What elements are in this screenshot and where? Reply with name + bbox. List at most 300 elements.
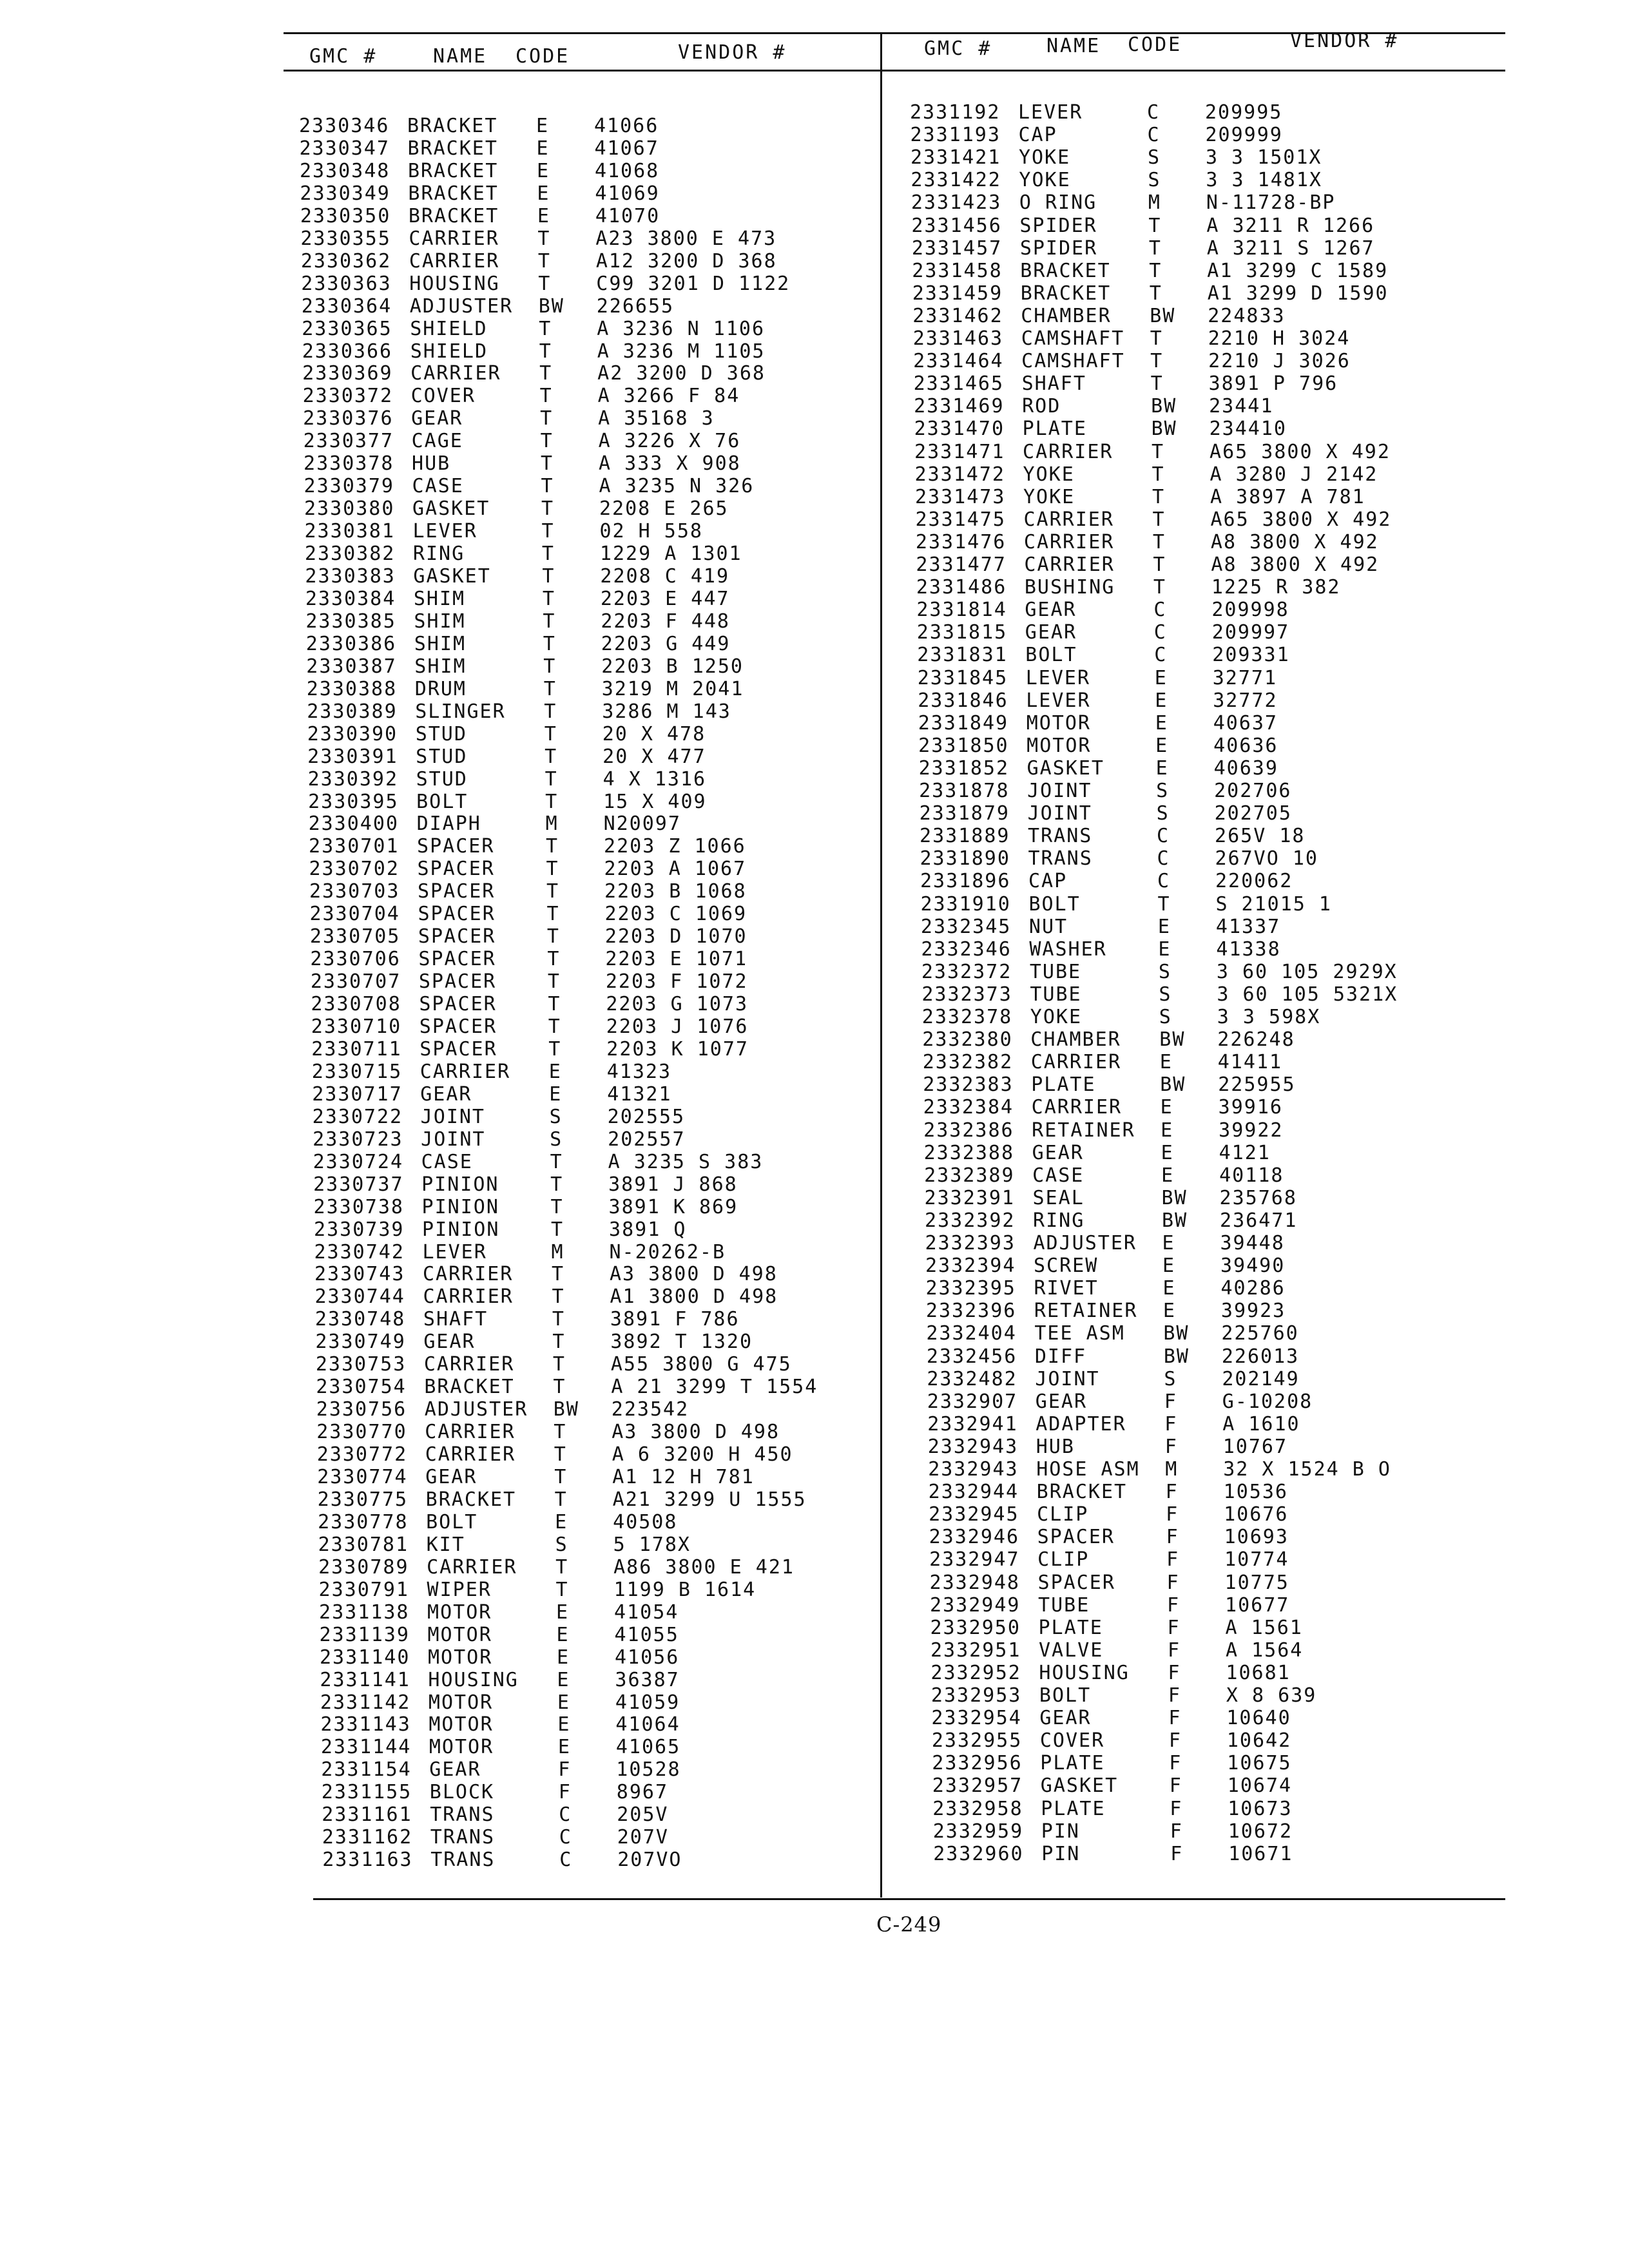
cell-name: NUT (1028, 915, 1068, 938)
cell-vendor: 2203 F 1072 (605, 970, 748, 994)
cell-gmc: 2330772 (316, 1443, 408, 1466)
cell-gmc: 2332392 (925, 1209, 1016, 1232)
cell-code: T (1153, 553, 1166, 576)
cell-vendor: A55 3800 G 475 (610, 1353, 792, 1376)
cell-name: CARRIER (423, 1353, 515, 1376)
cell-vendor: 3 3 1481X (1206, 169, 1322, 192)
cell-name: RING (1033, 1209, 1085, 1232)
cell-code: S (549, 1105, 563, 1128)
cell-vendor: A21 3299 U 1555 (612, 1488, 807, 1511)
cell-code: S (1164, 1367, 1177, 1390)
cell-gmc: 2331815 (916, 621, 1008, 644)
cell-vendor: 5 178X (613, 1533, 691, 1556)
cell-code: E (1158, 937, 1171, 961)
cell-name: GEAR (1025, 621, 1077, 644)
cell-gmc: 2332394 (925, 1254, 1016, 1278)
cell-name: CARRIER (427, 1555, 517, 1579)
cell-code: C (1147, 101, 1161, 124)
cell-gmc: 2330710 (311, 1015, 402, 1038)
cell-name: CARRIER (410, 362, 501, 385)
cell-name: MOTOR (428, 1691, 494, 1714)
cell-gmc: 2332955 (931, 1729, 1023, 1753)
cell-gmc: 2330376 (303, 407, 394, 430)
cell-gmc: 2332907 (927, 1390, 1018, 1413)
cell-name: DRUM (414, 677, 467, 700)
cell-code: E (1161, 1141, 1174, 1164)
cell-gmc: 2330389 (307, 700, 398, 723)
cell-code: T (550, 1150, 563, 1173)
cell-vendor: 10676 (1224, 1503, 1289, 1526)
cell-name: BRACKET (407, 115, 498, 137)
cell-code: S (555, 1533, 568, 1556)
cell-vendor: A65 3800 X 492 (1210, 508, 1392, 531)
cell-name: SPACER (418, 903, 496, 926)
cell-code: E (1162, 1232, 1175, 1254)
cell-gmc: 2330366 (302, 340, 393, 363)
cell-vendor: 10674 (1227, 1774, 1293, 1798)
cell-gmc: 2331831 (917, 644, 1008, 667)
cell-code: E (1161, 1164, 1175, 1187)
cell-code: F (1166, 1571, 1180, 1594)
cell-gmc: 2332945 (929, 1503, 1019, 1526)
cell-name: LEVER (412, 520, 477, 543)
cell-gmc: 2330706 (310, 948, 401, 971)
cell-code: T (543, 677, 557, 700)
cell-name: TUBE (1038, 1593, 1090, 1617)
cell-name: CARRIER (1023, 530, 1115, 553)
cell-name: PLATE (1031, 1073, 1096, 1097)
cell-vendor: 2203 K 1077 (606, 1037, 749, 1061)
cell-gmc: 2331465 (913, 372, 1005, 396)
cell-code: C (1157, 847, 1170, 870)
cell-gmc: 2330377 (303, 430, 394, 453)
cell-name: WASHER (1029, 937, 1107, 961)
cell-name: VALVE (1038, 1639, 1104, 1662)
cell-vendor: A3 3800 D 498 (612, 1421, 780, 1444)
cell-code: E (549, 1082, 563, 1106)
cell-vendor: A 3266 F 84 (597, 385, 740, 408)
cell-code: E (556, 1623, 570, 1646)
cell-vendor: 209331 (1212, 644, 1290, 667)
cell-gmc: 2330355 (300, 227, 391, 250)
cell-vendor: 2203 D 1070 (604, 925, 747, 948)
cell-code: T (1148, 236, 1162, 260)
cell-vendor: A3 3800 D 498 (609, 1263, 778, 1286)
cell-vendor: 202705 (1214, 802, 1292, 825)
cell-code: T (548, 1037, 562, 1061)
cell-vendor: 202706 (1214, 780, 1292, 802)
cell-name: SPACER (418, 970, 497, 994)
cell-gmc: 2330756 (316, 1398, 407, 1421)
cell-vendor: A 3897 A 781 (1210, 485, 1365, 508)
cell-code: T (547, 970, 561, 994)
cell-name: BRACKET (408, 204, 499, 227)
header-vendor-left: VENDOR # (678, 41, 787, 64)
cell-code: C (1153, 599, 1167, 622)
cell-gmc: 2331154 (321, 1758, 412, 1782)
cell-code: T (554, 1421, 567, 1444)
cell-name: YOKE (1023, 463, 1075, 486)
cell-gmc: 2331457 (911, 236, 1003, 260)
cell-name: GASKET (1040, 1774, 1119, 1798)
cell-vendor: A 3211 R 1266 (1206, 214, 1375, 237)
header-vendor-right: VENDOR # (1290, 30, 1399, 52)
cell-code: BW (1162, 1209, 1188, 1232)
cell-gmc: 2332958 (932, 1797, 1023, 1820)
cell-vendor: 226248 (1217, 1028, 1295, 1052)
cell-vendor: A12 3200 D 368 (595, 249, 777, 273)
cell-vendor: 10536 (1223, 1481, 1288, 1504)
cell-gmc: 2330372 (302, 385, 394, 408)
cell-gmc: 2330365 (302, 317, 392, 340)
cell-name: CARRIER (409, 227, 499, 250)
cell-vendor: 226013 (1221, 1345, 1300, 1368)
cell-code: T (543, 632, 556, 655)
cell-code: T (538, 272, 552, 295)
cell-name: SHIELD (410, 340, 488, 363)
cell-name: HUB (412, 452, 451, 476)
cell-gmc: 2330723 (313, 1128, 403, 1151)
cell-gmc: 2331879 (919, 802, 1010, 825)
cell-gmc: 2332380 (922, 1028, 1013, 1052)
cell-name: MOTOR (429, 1736, 494, 1759)
cell-gmc: 2330774 (317, 1466, 408, 1488)
cell-code: C (559, 1849, 573, 1872)
cell-vendor: 2208 E 265 (599, 497, 729, 521)
cell-gmc: 2331463 (912, 327, 1004, 350)
cell-code: T (550, 1173, 564, 1196)
cell-gmc: 2330707 (310, 970, 401, 994)
cell-code: E (1160, 1096, 1173, 1119)
cell-name: BRACKET (424, 1376, 515, 1399)
cell-vendor: 32 X 1524 B O (1223, 1458, 1391, 1481)
cell-vendor: 202555 (607, 1105, 686, 1128)
cell-vendor: A 333 X 908 (599, 452, 741, 476)
cell-code: E (1155, 734, 1169, 757)
cell-code: T (551, 1218, 564, 1241)
cell-name: CASE (412, 475, 464, 498)
cell-vendor: 3 3 1501X (1205, 146, 1322, 169)
cell-vendor: 10642 (1226, 1729, 1292, 1753)
cell-name: DIFF (1034, 1345, 1087, 1368)
cell-code: T (539, 362, 553, 385)
cell-code: T (537, 227, 551, 250)
cell-code: T (552, 1331, 566, 1354)
cell-vendor: 10675 (1227, 1752, 1292, 1775)
cell-code: BW (1163, 1322, 1190, 1345)
cell-code: F (1167, 1639, 1181, 1662)
cell-name: GASKET (1027, 756, 1104, 780)
cell-name: SPACER (417, 858, 495, 881)
cell-code: C (1157, 825, 1170, 848)
cell-code: E (1157, 915, 1171, 938)
cell-code: T (548, 993, 561, 1016)
cell-code: E (1162, 1277, 1176, 1300)
cell-vendor: N-20262-B (609, 1240, 726, 1264)
cell-gmc: 2332946 (929, 1526, 1020, 1549)
cell-name: PIN (1041, 1842, 1081, 1865)
cell-vendor: 20 X 477 (602, 745, 706, 768)
cell-name: BRACKET (407, 137, 498, 160)
cell-gmc: 2332386 (923, 1119, 1014, 1142)
cell-code: F (1168, 1684, 1181, 1707)
cell-gmc: 2332947 (929, 1548, 1020, 1571)
cell-vendor: 236471 (1220, 1209, 1298, 1232)
cell-gmc: 2330742 (314, 1240, 405, 1264)
cell-code: T (551, 1263, 565, 1286)
cell-code: E (556, 1646, 570, 1669)
cell-vendor: 202557 (608, 1128, 686, 1151)
cell-name: JOINT (420, 1105, 485, 1128)
cell-code: T (542, 565, 555, 588)
cell-name: GEAR (420, 1082, 472, 1106)
cell-vendor: A1 3299 D 1590 (1207, 282, 1389, 305)
cell-gmc: 2331192 (910, 101, 1001, 124)
cell-gmc: 2331472 (914, 463, 1005, 486)
cell-gmc: 2332943 (927, 1435, 1019, 1458)
cell-vendor: A 3235 N 326 (599, 475, 755, 498)
cell-vendor: 8967 (616, 1781, 669, 1804)
cell-code: C (1153, 621, 1167, 644)
cell-gmc: 2332383 (923, 1073, 1014, 1097)
cell-gmc: 2330753 (315, 1353, 407, 1376)
cell-gmc: 2332389 (924, 1164, 1015, 1187)
cell-vendor: 10640 (1226, 1707, 1291, 1730)
cell-vendor: A 1564 (1225, 1639, 1304, 1662)
cell-gmc: 2331462 (912, 304, 1003, 327)
cell-code: E (537, 182, 550, 205)
cell-vendor: 41069 (595, 182, 660, 205)
cell-gmc: 2331846 (918, 689, 1008, 712)
cell-code: T (543, 610, 556, 633)
cell-vendor: A 6 3200 H 450 (612, 1443, 793, 1466)
cell-name: PINION (421, 1173, 499, 1196)
cell-vendor: 2208 C 419 (600, 565, 730, 588)
cell-vendor: 41070 (595, 204, 660, 227)
cell-vendor: 202149 (1222, 1367, 1300, 1390)
cell-name: HOUSING (1039, 1661, 1130, 1684)
cell-gmc: 2330382 (304, 543, 396, 566)
cell-gmc: 2331486 (916, 576, 1007, 599)
cell-code: T (1152, 440, 1165, 463)
cell-gmc: 2331138 (319, 1600, 410, 1624)
cell-name: GEAR (1035, 1390, 1088, 1413)
cell-gmc: 2330737 (313, 1173, 404, 1196)
cell-vendor: 1229 A 1301 (599, 543, 742, 566)
cell-name: SPIDER (1019, 236, 1098, 260)
cell-code: F (1169, 1752, 1182, 1775)
cell-code: T (539, 317, 552, 340)
cell-name: GEAR (1025, 599, 1077, 622)
cell-code: BW (553, 1398, 579, 1421)
cell-name: CLIP (1037, 1503, 1089, 1526)
cell-vendor: 2203 G 1073 (606, 993, 749, 1016)
cell-name: GEAR (423, 1331, 476, 1354)
cell-vendor: 226655 (596, 294, 675, 318)
cell-name: SHAFT (423, 1308, 488, 1331)
cell-code: T (540, 407, 554, 430)
cell-code: BW (1159, 1028, 1186, 1052)
cell-vendor: 10528 (616, 1758, 681, 1782)
cell-gmc: 2330738 (313, 1195, 404, 1218)
cell-gmc: 2331845 (917, 666, 1008, 689)
cell-vendor: X 8 639 (1226, 1684, 1317, 1707)
cell-code: BW (1161, 1186, 1188, 1209)
cell-gmc: 2330380 (304, 497, 395, 521)
cell-code: E (556, 1600, 570, 1624)
cell-vendor: A1 3299 C 1589 (1207, 259, 1389, 282)
cell-code: T (553, 1376, 566, 1399)
cell-name: PIN (1041, 1820, 1080, 1843)
cell-code: T (537, 249, 551, 273)
cell-code: T (555, 1578, 569, 1601)
cell-vendor: 3 60 105 5321X (1217, 983, 1398, 1006)
cell-name: YOKE (1023, 485, 1075, 508)
cell-gmc: 2332960 (933, 1842, 1024, 1865)
cell-name: CARRIER (1030, 1051, 1122, 1074)
cell-gmc: 2332943 (928, 1458, 1019, 1481)
cell-code: T (552, 1308, 565, 1331)
cell-gmc: 2331476 (915, 530, 1007, 553)
cell-vendor: 40118 (1219, 1164, 1284, 1187)
cell-name: CASE (421, 1150, 473, 1173)
cell-vendor: 41059 (615, 1691, 680, 1714)
cell-name: SHIELD (410, 317, 488, 340)
cell-vendor: 15 X 409 (603, 790, 707, 813)
cell-gmc: 2331456 (911, 214, 1002, 237)
cell-gmc: 2330381 (304, 520, 395, 543)
cell-code: T (554, 1466, 568, 1488)
cell-name: BRACKET (425, 1488, 517, 1511)
cell-vendor: 3891 F 786 (610, 1308, 740, 1331)
cell-name: CAGE (411, 430, 463, 453)
cell-name: BOLT (1025, 644, 1077, 667)
cell-gmc: 2332953 (930, 1684, 1022, 1707)
cell-vendor: 3891 J 868 (608, 1173, 738, 1196)
cell-name: GASKET (413, 565, 491, 588)
cell-code: T (1153, 576, 1166, 599)
cell-gmc: 2332959 (932, 1820, 1024, 1843)
cell-vendor: 39916 (1218, 1096, 1283, 1119)
cell-vendor: A 1610 (1222, 1412, 1300, 1436)
header-name-left: NAME (433, 45, 488, 68)
cell-gmc: 2330703 (309, 880, 400, 903)
cell-code: E (1159, 1051, 1173, 1074)
cell-code: E (557, 1736, 571, 1759)
cell-gmc: 2331896 (920, 870, 1011, 893)
cell-name: CAP (1018, 124, 1057, 147)
cell-vendor: 40637 (1213, 711, 1278, 735)
cell-name: CARRIER (1024, 553, 1115, 576)
cell-gmc: 2330400 (308, 812, 399, 836)
cell-gmc: 2330754 (316, 1376, 407, 1399)
cell-name: SPACER (418, 948, 496, 971)
cell-vendor: 207VO (617, 1849, 682, 1872)
cell-name: BOLT (416, 790, 468, 813)
cell-name: CHAMBER (1030, 1028, 1121, 1052)
cell-name: SPACER (418, 925, 496, 948)
cell-code: E (1162, 1300, 1176, 1323)
cell-code: T (542, 587, 555, 610)
cell-gmc: 2331464 (913, 350, 1004, 373)
cell-name: PLATE (1040, 1752, 1105, 1775)
cell-code: T (1152, 508, 1166, 531)
cell-name: PLATE (1038, 1616, 1103, 1639)
cell-gmc: 2332345 (920, 915, 1012, 938)
cell-name: CAP (1028, 870, 1068, 893)
cell-gmc: 2332372 (921, 960, 1012, 983)
cell-name: ADJUSTER (1033, 1232, 1137, 1254)
cell-name: BRACKET (1020, 282, 1112, 305)
cell-vendor: 224833 (1208, 304, 1286, 327)
cell-vendor: 2203 C 1069 (604, 903, 747, 926)
cell-code: T (544, 700, 557, 723)
cell-name: RETAINER (1034, 1300, 1138, 1323)
cell-vendor: S 21015 1 (1215, 892, 1332, 916)
cell-gmc: 2331458 (912, 259, 1003, 282)
cell-gmc: 2330743 (314, 1263, 405, 1286)
cell-code: T (541, 497, 555, 521)
cell-vendor: 209995 (1205, 101, 1283, 124)
cell-vendor: A 3236 N 1106 (597, 317, 766, 340)
cell-name: LEVER (1018, 101, 1083, 124)
cell-name: PLATE (1041, 1797, 1106, 1820)
cell-name: SHIM (414, 655, 467, 678)
cell-gmc: 2331163 (322, 1849, 413, 1872)
cell-name: SHIM (414, 610, 466, 633)
cell-gmc: 2330744 (314, 1285, 405, 1309)
cell-name: WIPER (427, 1578, 492, 1601)
cell-name: CAMSHAFT (1021, 350, 1125, 373)
cell-name: SPACER (1037, 1526, 1115, 1549)
cell-name: MOTOR (427, 1600, 492, 1624)
cell-code: F (1166, 1526, 1179, 1549)
cell-name: BOLT (426, 1510, 478, 1533)
cell-vendor: A 21 3299 T 1554 (611, 1376, 818, 1399)
cell-vendor: G-10208 (1222, 1390, 1313, 1413)
cell-name: TRANS (1028, 825, 1093, 848)
cell-vendor: 234410 (1209, 418, 1287, 441)
cell-vendor: 39490 (1220, 1254, 1286, 1278)
cell-name: JOINT (1027, 802, 1092, 825)
cell-gmc: 2331141 (320, 1668, 410, 1691)
cell-vendor: 205V (617, 1803, 669, 1827)
cell-code: T (547, 948, 561, 971)
cell-code: T (1152, 485, 1166, 508)
cell-name: CLIP (1037, 1548, 1090, 1571)
cell-gmc: 2331814 (916, 599, 1007, 622)
left-parts-table (299, 115, 853, 1880)
cell-vendor: 41338 (1216, 937, 1281, 961)
cell-gmc: 2330748 (314, 1308, 406, 1331)
cell-name: TRANS (1028, 847, 1093, 870)
cell-gmc: 2330789 (318, 1555, 409, 1579)
cell-gmc: 2330704 (309, 903, 400, 926)
cell-vendor: A 3211 S 1267 (1206, 236, 1375, 260)
cell-name: JOINT (421, 1128, 486, 1151)
cell-code: S (1158, 960, 1171, 983)
cell-vendor: 36387 (615, 1668, 680, 1691)
cell-code: BW (1151, 418, 1177, 441)
cell-name: TRANS (430, 1849, 496, 1872)
cell-vendor: 10767 (1222, 1435, 1288, 1458)
cell-gmc: 2331469 (914, 395, 1005, 418)
cell-vendor: 10672 (1228, 1820, 1293, 1843)
cell-gmc: 2332373 (921, 983, 1012, 1006)
cell-gmc: 2332404 (926, 1322, 1017, 1345)
cell-gmc: 2331161 (322, 1803, 412, 1827)
header-gmc-right: GMC # (924, 37, 992, 60)
